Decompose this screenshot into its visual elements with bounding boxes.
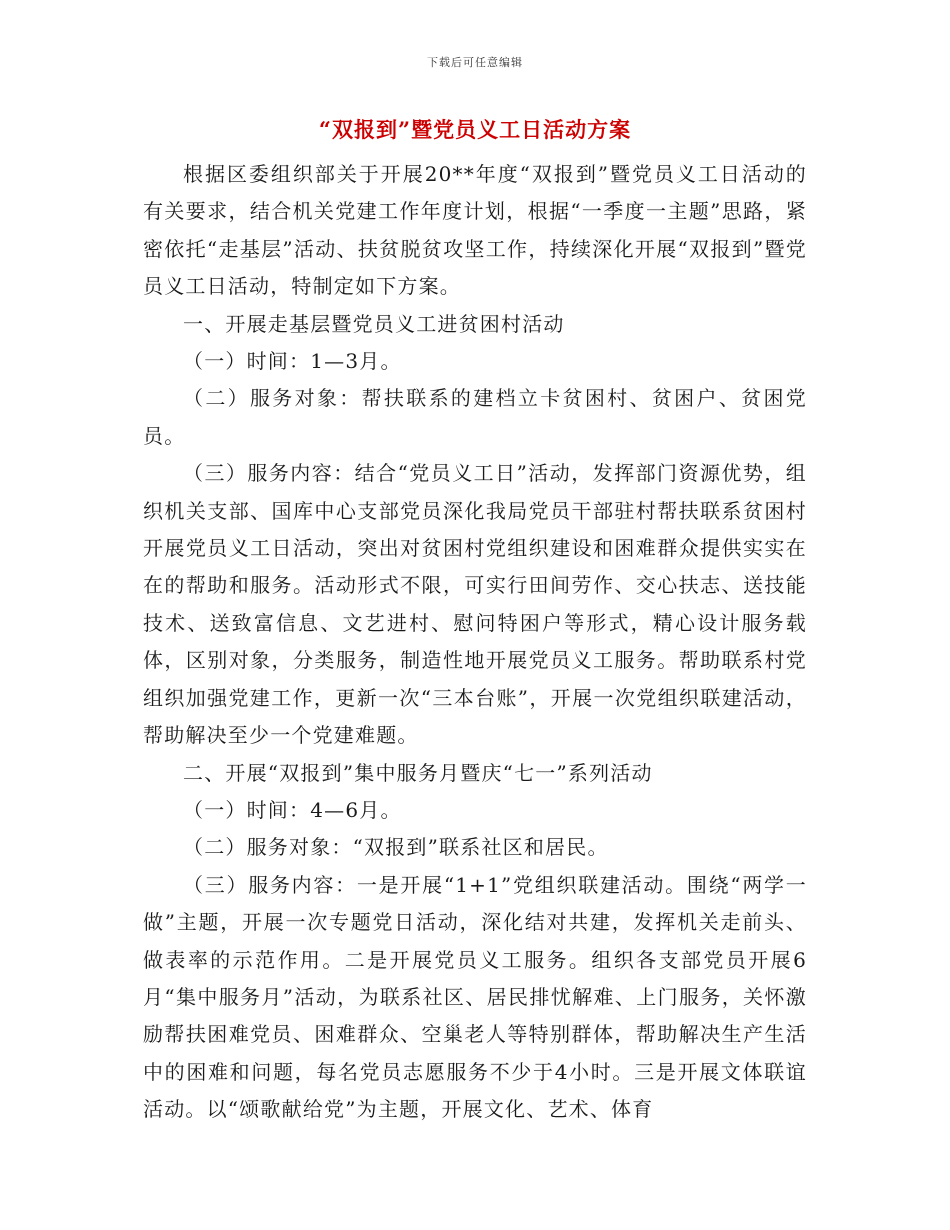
paragraph-2-target: （二）服务对象：“双报到”联系社区和居民。 bbox=[183, 835, 609, 860]
paragraph-1-content: （三）服务内容：结合“党员义工日”活动，发挥部门资源优势，组织机关支部、国库中心支部党员深化我局党员干部驻村帮扶联系贫困村开展党员义工日活动，突出对贫困村党组织建设和困难群众提供实实在在的帮助和服务。活动形式不限，可实行田间劳作、交心扶志、送技能技术、送致富信息、文艺进村、慰问特困户等形式，精心设计服务载体，区别对象，分类服务，制造性地开展党员义工服务。帮助联系村党组织加强党建工作，更新一次“三本台账”，开展一次党组织联建活动，帮助解决至少一个党建难题。 bbox=[143, 461, 807, 748]
paragraph-2-time: （一）时间：4—6月。 bbox=[183, 797, 402, 822]
section-heading-1: 一、开展走基层暨党员义工进贫困村活动 bbox=[183, 311, 565, 336]
paragraph-intro: 根据区委组织部关于开展20**年度“双报到”暨党员义工日活动的有关要求，结合机关党建工作年度计划，根据“一季度一主题”思路，紧密依托“走基层”活动、扶贫脱贫攻坚工作，持续深化开展“双报到”暨党员义工日活动，特制定如下方案。 bbox=[143, 162, 807, 299]
document-title: “双报到”暨党员义工日活动方案 bbox=[318, 117, 632, 142]
paragraph-1-time: （一）时间：1—3月。 bbox=[183, 349, 402, 374]
page-header-note: 下载后可任意编辑 bbox=[427, 56, 523, 69]
section-heading-2: 二、开展“双报到”集中服务月暨庆“七一”系列活动 bbox=[183, 760, 653, 785]
paragraph-1-target: （二）服务对象：帮扶联系的建档立卡贫困村、贫困户、贫困党员。 bbox=[143, 386, 807, 448]
document-body bbox=[143, 156, 807, 1129]
paragraph-2-content: （三）服务内容：一是开展“1+1”党组织联建活动。围绕“两学一做”主题，开展一次专题党日活动，深化结对共建，发挥机关走前头、做表率的示范作用。二是开展党员义工服务。组织各支部党员开展6月“集中服务月”活动，为联系社区、居民排忧解难、上门服务，关怀激励帮扶困难党员、困难群众、空巢老人等特别群体，帮助解决生产生活中的困难和问题，每名党员志愿服务不少于4小时。三是开展文体联谊活动。以“颂歌献给党”为主题，开展文化、艺术、体育 bbox=[143, 872, 807, 1122]
